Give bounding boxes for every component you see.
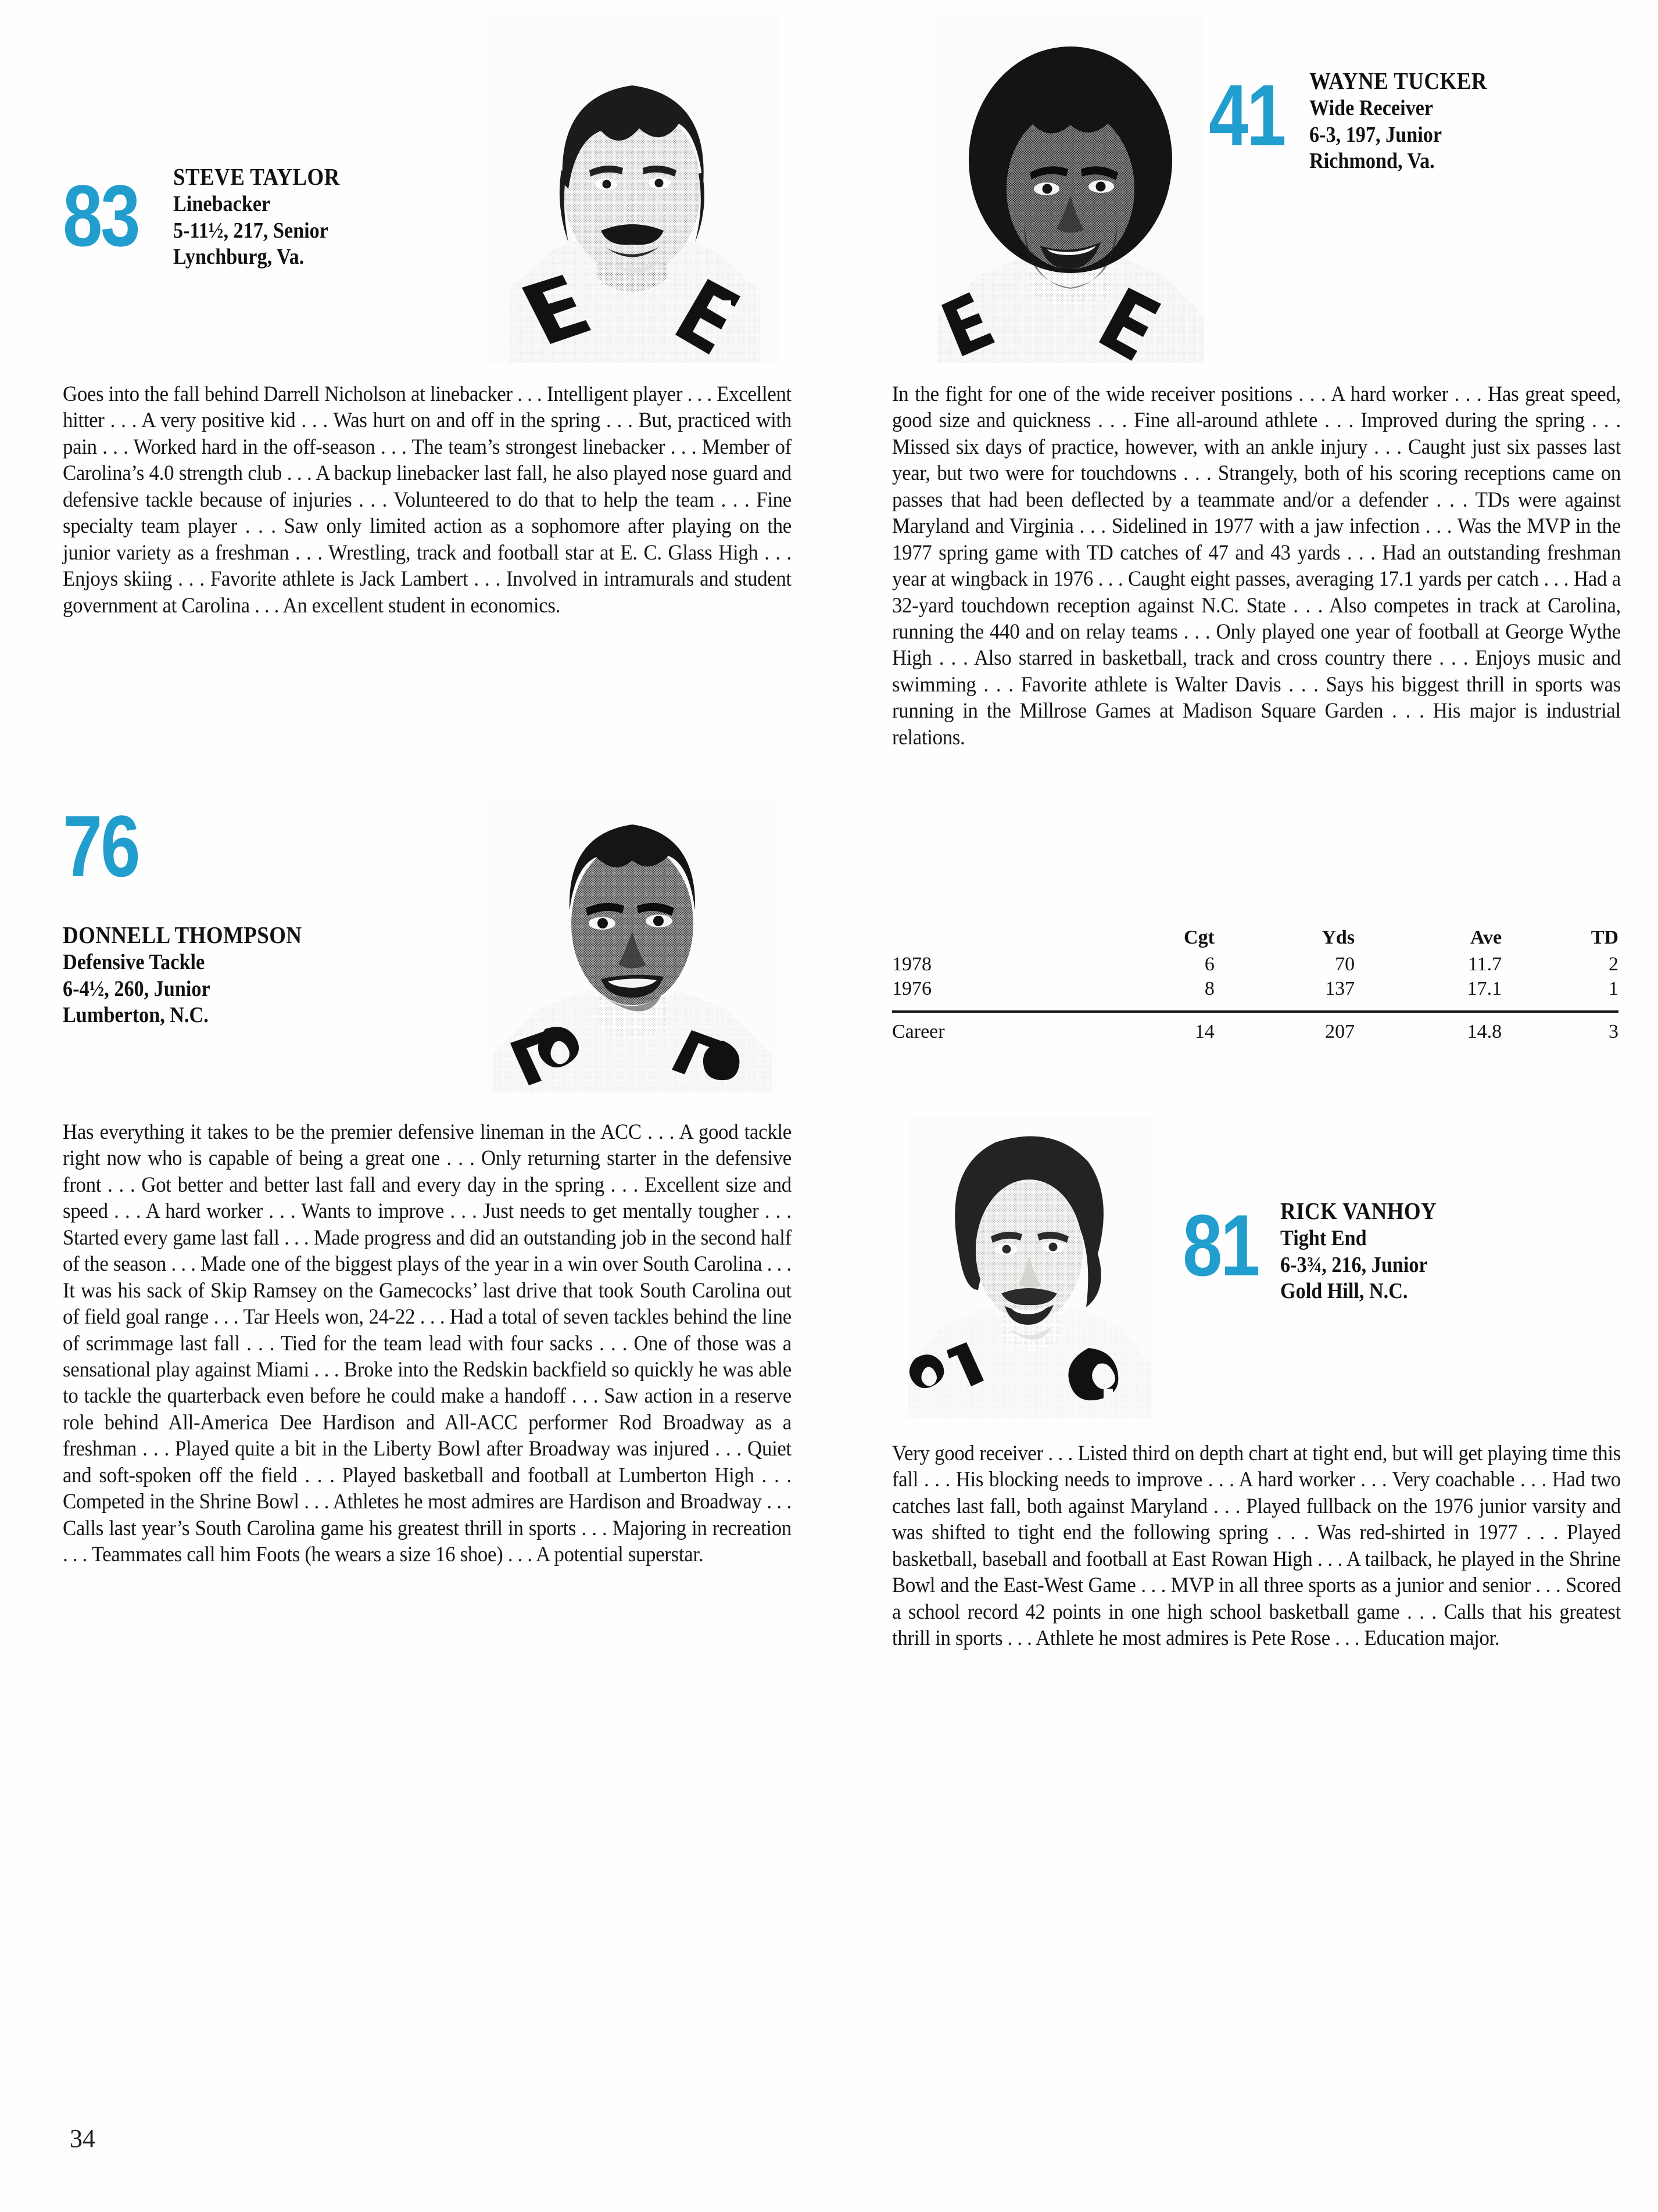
player-name: RICK VANHOY (1280, 1198, 1437, 1224)
player-position: Defensive Tackle (63, 950, 205, 975)
player-header-rick-vanhoy (892, 1197, 1589, 1371)
table-spacer (892, 1001, 1618, 1012)
page-number: 34 (70, 2124, 95, 2153)
player-vitals: 6-4½, 260, Junior (63, 976, 210, 1001)
jersey-number-41: 41 (1209, 66, 1285, 164)
table-row (892, 952, 1618, 977)
jersey-number-83: 83 (63, 167, 139, 264)
player-position: Linebacker (173, 192, 271, 217)
career-stats-table (892, 927, 1618, 1044)
player-identity-wayne-tucker (1309, 67, 1487, 175)
cell-year: 1978 (892, 953, 932, 975)
cell-total-cgt: 14 (1084, 1012, 1215, 1044)
player-vitals: 6-3¾, 216, Junior (1280, 1252, 1428, 1277)
jersey-number-76: 76 (63, 797, 139, 895)
player-name: DONNELL THOMPSON (63, 922, 302, 948)
table-header-row (892, 927, 1618, 952)
cell-cgt: 6 (1204, 953, 1215, 975)
cell-total-yds: 207 (1215, 1012, 1355, 1044)
player-identity-rick-vanhoy (1280, 1197, 1437, 1305)
cell-total-ave: 14.8 (1355, 1012, 1502, 1044)
cell-total-td: 3 (1502, 1012, 1618, 1044)
col-header-td: TD (1591, 927, 1618, 948)
cell-cgt: 8 (1204, 978, 1215, 999)
cell-total-label: Career (892, 1012, 1084, 1044)
player-bio-donnell-thompson: Has everything it takes to be the premier defensive lineman in the ACC . . . A good tackle right now who is capable of being a great one . . . Only returning starter in the defensive front . . . Got better and better last fall and every day in the spring . . . Excellent size and speed . . . A hard worker . . . Wants to improve . . . Just needs to get mentally tougher . . . Started every game last fall . . . Made progress and did an outstanding job in the second half of the season . . . Made one of the biggest plays of the year in a win over South Carolina . . . It was his sack of Skip Ramsey on the Gamecocks’ last drive that took South Carolina out of field goal range . . . Tar Heels won, 24-22 . . . Had a total of seven tackles behind the line of scrimmage last fall . . . Tied for the team lead with four sacks . . . One of those was a sensational play against Miami . . . Broke into the Redskin backfield so quickly he was able to tackle the quarterback even before he could make a handoff . . . Saw action in a reserve role behind All-America Dee Hardison and All-ACC performer Rod Broadway as a freshman . . . Played quite a bit in the Liberty Bowl after Broadway was injured . . . Quiet and soft-spoken off the field . . . Played basketball and football at Lumberton High . . . Competed in the Shrine Bowl . . . Athletes he most admires are Hardison and Broadway . . . Calls last year’s South Carolina game his greatest thrill in sports . . . Majoring in recreation . . . Teammates call him Foots (he wears a size 16 shoe) . . . A potential superstar. (63, 1120, 792, 1566)
player-name: STEVE TAYLOR (173, 163, 340, 190)
col-header-year (892, 927, 1084, 952)
cell-year: 1976 (892, 978, 932, 999)
cell-yds: 137 (1325, 978, 1355, 999)
player-vitals: 6-3, 197, Junior (1309, 122, 1442, 147)
jersey-number-81: 81 (1183, 1196, 1259, 1294)
player-header-steve-taylor (63, 163, 504, 337)
player-hometown: Gold Hill, N.C. (1280, 1279, 1408, 1304)
table-total-row (892, 1012, 1618, 1044)
player-hometown: Richmond, Va. (1309, 149, 1435, 174)
player-identity-donnell-thompson (63, 921, 302, 1029)
player-vitals: 5-11½, 217, Senior (173, 218, 328, 243)
cell-ave: 11.7 (1467, 953, 1502, 975)
player-bio-rick-vanhoy: Very good receiver . . . Listed third on depth chart at tight end, but will get playing time this fall . . . His blocking needs to improve . . . A hard worker . . . Very coachable . . . Had two catches last fall, both against Maryland . . . Played fullback on the 1976 junior varsity and was shifted to tight end the following spring . . . Was red-shirted in 1977 . . . Played basketball, baseball and football at East Rowan High . . . A tailback, he played in the Shrine Bowl and the East-West Game . . . MVP in all three sports as a junior and senior . . . Scored a school record 42 points in one high school basketball game . . . Calls that his greatest thrill in sports . . . Athlete he most admires is Pete Rose . . . Education major. (892, 1441, 1621, 1650)
player-bio-wayne-tucker: In the fight for one of the wide receiver positions . . . A hard worker . . . Has great speed, good size and quickness . . . Fine all-around athlete . . . Improved during the spring . . . Missed six days of practice, however, with an ankle injury . . . Caught just six passes last year, but two were for touchdowns . . . Strangely, both of his scoring receptions came on passes that had been deflected by a teammate and/or a defender . . . TDs were against Maryland and Virginia . . . Sidelined in 1977 with a jaw infection . . . Was the MVP in the 1977 spring game with TD catches of 47 and 43 yards . . . Had an outstanding freshman year at wingback in 1976 . . . Caught eight passes, averaging 17.1 yards per catch . . . Had a 32-yard touchdown reception against N.C. State . . . Also competes in track at Carolina, running the 440 and on relay teams . . . Only played one year of football at George Wythe High . . . Also starred in basketball, track and cross country there . . . Enjoys music and swimming . . . Favorite athlete is Walter Davis . . . Says his biggest thrill in sports was running in the Millrose Games at Madison Square Garden . . . His major is industrial relations. (892, 382, 1621, 749)
cell-td: 1 (1609, 978, 1618, 999)
player-name: WAYNE TUCKER (1309, 67, 1487, 94)
cell-yds: 70 (1335, 953, 1355, 975)
player-photo-steve-taylor (487, 15, 778, 363)
player-photo-donnell-thompson (487, 799, 778, 1092)
player-position: Tight End (1280, 1226, 1367, 1251)
cell-td: 2 (1609, 953, 1618, 975)
player-header-donnell-thompson (63, 797, 504, 1028)
table-row (892, 977, 1618, 1001)
player-identity-steve-taylor (173, 163, 340, 271)
player-bio-steve-taylor: Goes into the fall behind Darrell Nicholson at linebacker . . . Intelligent player . . . Excellent hitter . . . A very positive kid . . . Was hurt on and off in the spring . . . But, practiced with pain . . . Worked hard in the off-season . . . The team’s strongest linebacker . . . Member of Carolina’s 4.0 strength club . . . A backup linebacker last fall, he also played nose guard and defensive tackle because of injuries . . . Volunteered to do that to help the team . . . Fine specialty team player . . . Saw only limited action as a sophomore after playing on the junior variety as a freshman . . . Wrestling, track and football star at E. C. Glass High . . . Enjoys skiing . . . Favorite athlete is Jack Lambert . . . Involved in intramurals and student government at Carolina . . . An excellent student in economics. (63, 382, 792, 617)
col-header-yds: Yds (1322, 927, 1355, 948)
col-header-ave: Ave (1470, 927, 1502, 948)
player-position: Wide Receiver (1309, 96, 1434, 121)
col-header-cgt: Cgt (1184, 927, 1215, 948)
player-hometown: Lynchburg, Va. (173, 245, 305, 270)
player-hometown: Lumberton, N.C. (63, 1003, 209, 1028)
cell-ave: 17.1 (1467, 978, 1502, 999)
player-header-wayne-tucker (892, 67, 1589, 241)
